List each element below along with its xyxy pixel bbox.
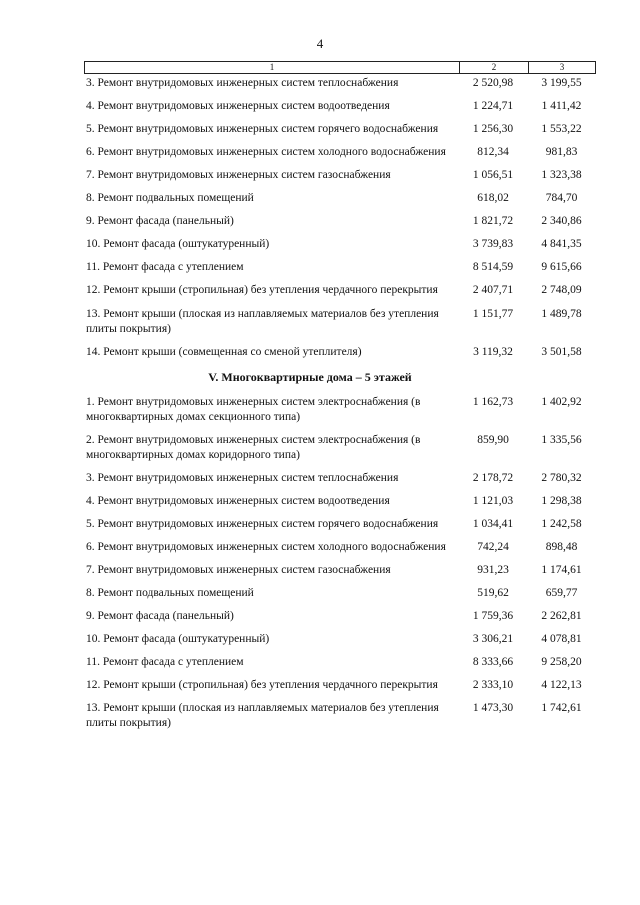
row-value-col-3: 981,83 [545, 146, 578, 158]
row-value-col-2: 2 178,72 [472, 472, 514, 484]
row-description: 11. Ремонт фасада с утеплением [86, 656, 244, 668]
table-row [84, 540, 596, 555]
row-description: 2. Ремонт внутридомовых инженерных систем электроснабжения (в многоквартирных домах коридорного типа) [86, 434, 421, 461]
row-value-col-2: 618,02 [477, 192, 509, 204]
row-value-col-3: 2 748,09 [541, 284, 582, 296]
row-value-col-2: 742,24 [477, 541, 509, 553]
row-value-col-2: 2 520,98 [472, 77, 514, 89]
table-body-section-5 [84, 395, 596, 731]
row-description: 1. Ремонт внутридомовых инженерных систем электроснабжения (в многоквартирных домах секционного типа) [86, 396, 421, 423]
row-description: 5. Ремонт внутридомовых инженерных систем горячего водоснабжения [86, 518, 439, 530]
header-col-3: 3 [559, 62, 565, 72]
table-body-section-4 [84, 76, 596, 360]
table-row [84, 283, 596, 298]
row-description: 3. Ремонт внутридомовых инженерных систем теплоснабжения [86, 472, 399, 484]
row-value-col-2: 1 256,30 [472, 123, 514, 135]
row-description: 8. Ремонт подвальных помещений [86, 587, 254, 599]
table-row [84, 433, 596, 463]
row-value-col-3: 784,70 [545, 192, 578, 204]
table-row [84, 191, 596, 206]
row-value-col-3: 4 841,35 [541, 238, 582, 250]
row-description: 3. Ремонт внутридомовых инженерных систем теплоснабжения [86, 77, 399, 89]
row-description: 9. Ремонт фасада (панельный) [86, 215, 234, 227]
row-value-col-3: 9 615,66 [541, 261, 582, 273]
row-value-col-2: 859,90 [477, 434, 509, 446]
row-value-col-2: 8 514,59 [472, 261, 514, 273]
table-row [84, 678, 596, 693]
row-description: 13. Ремонт крыши (плоская из наплавляемых материалов без утепления плиты покрытия) [86, 702, 439, 729]
row-description: 9. Ремонт фасада (панельный) [86, 610, 234, 622]
row-value-col-3: 2 780,32 [541, 472, 582, 484]
row-value-col-3: 2 262,81 [541, 610, 582, 622]
row-value-col-3: 4 078,81 [541, 633, 582, 645]
table-header [84, 61, 596, 74]
row-description: 6. Ремонт внутридомовых инженерных систем холодного водоснабжения [86, 146, 446, 158]
row-value-col-3: 1 489,78 [541, 308, 582, 320]
table-row [84, 586, 596, 601]
row-value-col-3: 1 742,61 [541, 702, 582, 714]
row-value-col-2: 1 162,73 [472, 396, 514, 408]
row-value-col-3: 1 323,38 [541, 169, 582, 181]
row-value-col-3: 898,48 [545, 541, 578, 553]
row-value-col-3: 1 335,56 [541, 434, 582, 446]
row-value-col-2: 1 473,30 [472, 702, 514, 714]
row-description: 4. Ремонт внутридомовых инженерных систем водоотведения [86, 100, 390, 112]
table-row [84, 237, 596, 252]
row-value-col-2: 1 121,03 [472, 495, 514, 507]
table-row [84, 517, 596, 532]
row-value-col-2: 3 739,83 [472, 238, 514, 250]
row-value-col-3: 3 199,55 [541, 77, 582, 89]
row-value-col-2: 1 759,36 [472, 610, 514, 622]
row-value-col-2: 8 333,66 [472, 656, 514, 668]
row-description: 12. Ремонт крыши (стропильная) без утепления чердачного перекрытия [86, 284, 438, 296]
row-description: 11. Ремонт фасада с утеплением [86, 261, 244, 273]
table-row [84, 609, 596, 624]
row-value-col-3: 1 402,92 [541, 396, 582, 408]
row-value-col-3: 4 122,13 [541, 679, 582, 691]
table-row [84, 395, 596, 425]
cost-table [84, 61, 596, 731]
row-value-col-3: 1 298,38 [541, 495, 582, 507]
table-row [84, 494, 596, 509]
row-value-col-3: 1 242,58 [541, 518, 582, 530]
row-value-col-3: 1 553,22 [541, 123, 582, 135]
table-row [84, 76, 596, 91]
table-row [84, 701, 596, 731]
section-title: V. Многоквартирные дома – 5 этажей [208, 370, 412, 384]
table-row [84, 214, 596, 229]
row-value-col-2: 1 224,71 [472, 100, 514, 112]
row-description: 12. Ремонт крыши (стропильная) без утепления чердачного перекрытия [86, 679, 438, 691]
row-value-col-2: 931,23 [477, 564, 509, 576]
row-description: 6. Ремонт внутридомовых инженерных систем холодного водоснабжения [86, 541, 446, 553]
row-description: 4. Ремонт внутридомовых инженерных систем водоотведения [86, 495, 390, 507]
row-value-col-2: 1 821,72 [472, 215, 514, 227]
row-value-col-3: 1 174,61 [541, 564, 582, 576]
table-row [84, 471, 596, 486]
row-value-col-2: 1 151,77 [472, 308, 514, 320]
row-value-col-2: 1 034,41 [472, 518, 514, 530]
header-col-1: 1 [85, 62, 460, 73]
table-row [84, 345, 596, 360]
table-row [84, 307, 596, 337]
table-row [84, 168, 596, 183]
table-row [84, 99, 596, 114]
row-value-col-2: 812,34 [477, 146, 509, 158]
page-number: 4 [316, 36, 324, 51]
row-description: 10. Ремонт фасада (оштукатуренный) [86, 633, 270, 645]
table-row [84, 260, 596, 275]
row-value-col-2: 2 333,10 [472, 679, 514, 691]
row-description: 5. Ремонт внутридомовых инженерных систем горячего водоснабжения [86, 123, 439, 135]
row-value-col-3: 3 501,58 [541, 346, 582, 358]
row-value-col-3: 1 411,42 [541, 100, 582, 112]
row-value-col-2: 1 056,51 [472, 169, 514, 181]
row-value-col-3: 9 258,20 [541, 656, 582, 668]
row-value-col-2: 3 119,32 [473, 346, 513, 358]
table-row [84, 655, 596, 670]
table-row [84, 145, 596, 160]
table-row [84, 632, 596, 647]
row-description: 7. Ремонт внутридомовых инженерных систем газоснабжения [86, 169, 391, 181]
row-value-col-2: 2 407,71 [472, 284, 514, 296]
row-value-col-3: 2 340,86 [541, 215, 582, 227]
row-description: 8. Ремонт подвальных помещений [86, 192, 254, 204]
table-row [84, 122, 596, 137]
row-value-col-2: 3 306,21 [472, 633, 514, 645]
row-description: 7. Ремонт внутридомовых инженерных систем газоснабжения [86, 564, 391, 576]
table-row [84, 563, 596, 578]
row-value-col-3: 659,77 [545, 587, 578, 599]
row-description: 10. Ремонт фасада (оштукатуренный) [86, 238, 270, 250]
row-value-col-2: 519,62 [477, 587, 509, 599]
row-description: 13. Ремонт крыши (плоская из наплавляемых материалов без утепления плиты покрытия) [86, 308, 439, 335]
header-col-2: 2 [460, 62, 529, 73]
row-description: 14. Ремонт крыши (совмещенная со сменой утеплителя) [86, 346, 362, 358]
